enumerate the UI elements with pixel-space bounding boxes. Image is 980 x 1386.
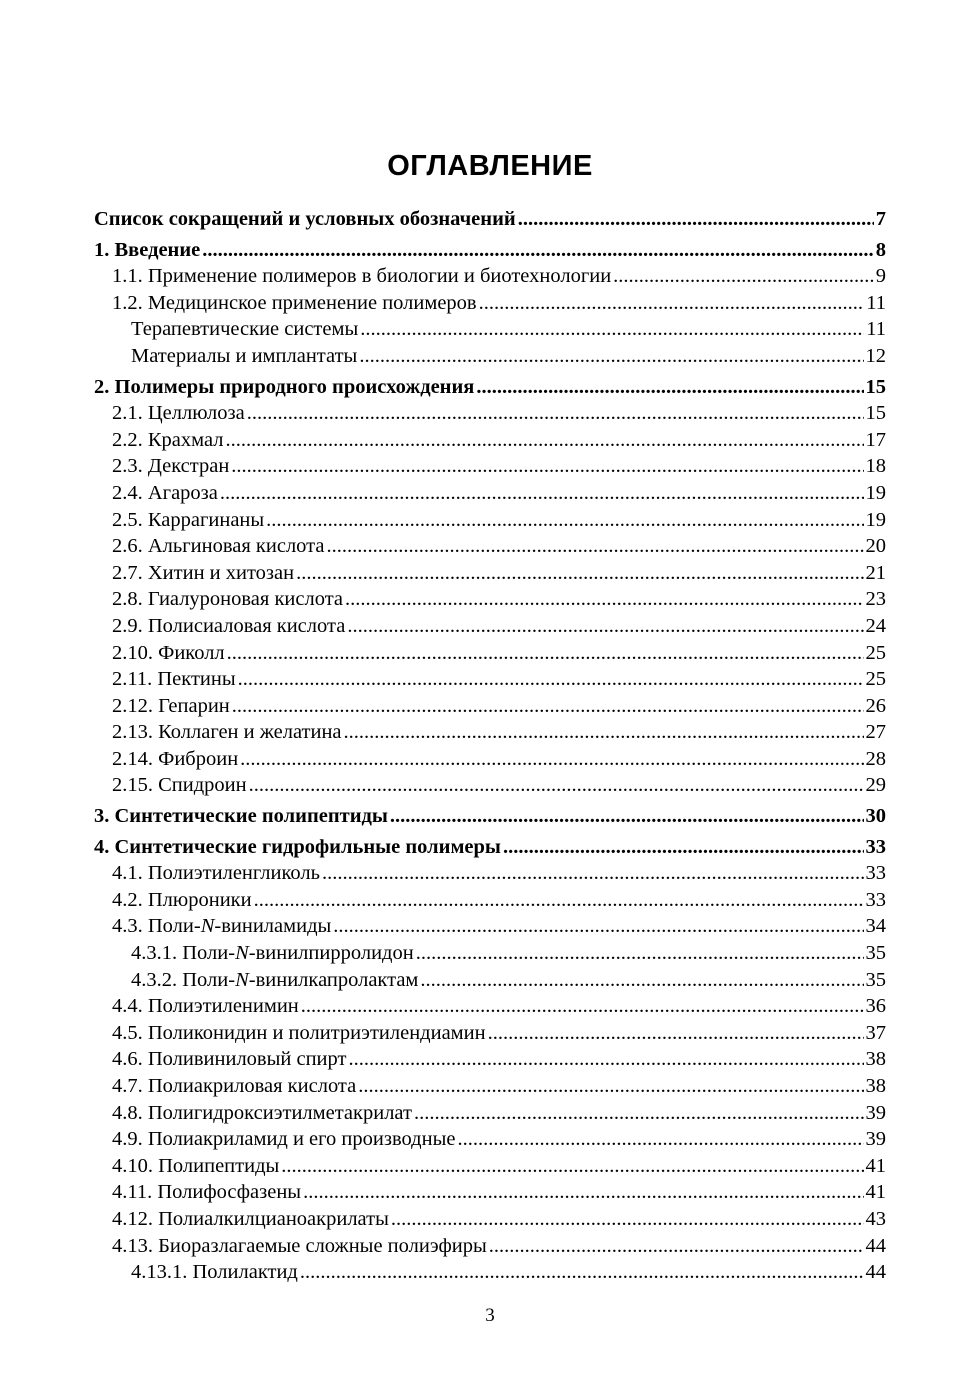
dot-leader [303, 1179, 863, 1206]
dot-leader [249, 772, 864, 799]
toc-entry[interactable] [94, 560, 886, 587]
toc-entry-page: 19 [865, 481, 886, 504]
toc-entry-title: 2.13. Коллаген и желатина [112, 721, 342, 744]
dot-leader [358, 1073, 863, 1100]
dot-leader [326, 533, 863, 560]
toc-entry-page: 43 [865, 1207, 886, 1230]
dot-leader [202, 237, 873, 264]
toc-entry[interactable] [94, 940, 886, 967]
dot-leader [479, 290, 865, 317]
toc-entry-title: 2.12. Гепарин [112, 694, 230, 717]
toc-entry-title: 4.3.2. Поли-N-винилкапролактам [131, 968, 419, 991]
toc-entry[interactable] [94, 803, 886, 830]
toc-entry-title: 4.9. Полиакриламид и его производные [112, 1128, 456, 1151]
toc-entry-title: 2.3. Декстран [112, 455, 230, 478]
dot-leader [457, 1126, 863, 1153]
dot-leader [238, 666, 864, 693]
dot-leader [300, 1259, 864, 1286]
toc-entry[interactable] [94, 533, 886, 560]
toc-entry-title: 4.6. Поливиниловый спирт [112, 1048, 347, 1071]
dot-leader [488, 1020, 864, 1047]
dot-leader [247, 400, 864, 427]
toc-entry[interactable] [94, 507, 886, 534]
page-number: 3 [485, 1305, 495, 1326]
toc-entry-page: 21 [865, 561, 886, 584]
dot-leader [390, 803, 864, 830]
toc-entry[interactable] [94, 746, 886, 773]
toc-entry[interactable] [94, 640, 886, 667]
toc-entry[interactable] [94, 1206, 886, 1233]
toc-entry[interactable] [94, 316, 886, 343]
toc-entry[interactable] [94, 453, 886, 480]
toc-entry-page: 41 [865, 1181, 886, 1204]
toc-entry[interactable] [94, 480, 886, 507]
toc-entry-title: 2.7. Хитин и хитозан [112, 561, 295, 584]
toc-entry-page: 12 [865, 344, 886, 367]
dot-leader [322, 860, 864, 887]
dot-leader [226, 427, 864, 454]
dot-leader [231, 453, 863, 480]
dot-leader [345, 586, 863, 613]
toc-entry[interactable] [94, 1153, 886, 1180]
toc-entry-title: 2.1. Целлюлоза [112, 402, 245, 425]
dot-leader [348, 1046, 863, 1073]
dot-leader [281, 1153, 863, 1180]
toc-entry[interactable] [94, 772, 886, 799]
toc-entry-page: 44 [865, 1234, 886, 1257]
toc-entry-page: 44 [865, 1261, 886, 1284]
dot-leader [414, 1100, 864, 1127]
toc-entry-page: 34 [865, 915, 886, 938]
toc-entry-title: 2.4. Агароза [112, 481, 218, 504]
dot-leader [333, 913, 863, 940]
toc-entry-title: 3. Синтетические полипептиды [94, 805, 388, 828]
toc-entry[interactable] [94, 1126, 886, 1153]
toc-entry-title: 2.14. Фиброин [112, 747, 239, 770]
toc-entry-page: 30 [865, 805, 886, 828]
toc-entry[interactable] [94, 719, 886, 746]
toc-entry[interactable] [94, 1020, 886, 1047]
toc-entry-title: 1.2. Медицинское применение полимеров [112, 291, 477, 314]
dot-leader [232, 693, 864, 720]
toc-entry[interactable] [94, 290, 886, 317]
toc-entry-page: 38 [865, 1048, 886, 1071]
toc-entry-page: 15 [865, 402, 886, 425]
dot-leader [360, 316, 864, 343]
toc-entry[interactable] [94, 1073, 886, 1100]
toc-entry-title: 2.8. Гиалуроновая кислота [112, 588, 344, 611]
toc-entry-page: 11 [866, 291, 886, 314]
toc-entry-page: 19 [865, 508, 886, 531]
toc-entry-page: 41 [865, 1154, 886, 1177]
toc-entry-page: 23 [865, 588, 886, 611]
page-title: ОГЛАВЛЕНИЕ [387, 150, 593, 182]
toc-entry-page: 25 [865, 641, 886, 664]
toc-entry-page: 29 [865, 774, 886, 797]
toc-entry-page: 25 [865, 668, 886, 691]
toc-entry[interactable] [94, 1233, 886, 1260]
toc-entry-page: 17 [865, 428, 886, 451]
toc-entry[interactable] [94, 860, 886, 887]
toc-entry-page: 9 [875, 265, 886, 288]
table-of-contents [94, 206, 886, 1286]
toc-entry-page: 37 [865, 1021, 886, 1044]
toc-entry[interactable] [94, 1259, 886, 1286]
toc-entry[interactable] [94, 237, 886, 264]
dot-leader [420, 967, 863, 994]
toc-entry[interactable] [94, 693, 886, 720]
toc-entry[interactable] [94, 343, 886, 370]
toc-entry-title: 2.5. Каррагинаны [112, 508, 265, 531]
toc-entry[interactable] [94, 913, 886, 940]
toc-entry-page: 28 [865, 747, 886, 770]
toc-entry-title: 4. Синтетические гидрофильные полимеры [94, 835, 501, 858]
toc-entry-title: 1.1. Применение полимеров в биологии и биотехнологии [112, 265, 612, 288]
toc-entry-title: 4.1. Полиэтиленгликоль [112, 862, 320, 885]
toc-entry[interactable] [94, 1100, 886, 1127]
toc-entry[interactable] [94, 613, 886, 640]
toc-entry-page: 15 [865, 375, 886, 398]
toc-entry[interactable] [94, 1179, 886, 1206]
dot-leader [359, 343, 863, 370]
dot-leader [220, 480, 864, 507]
dot-leader [240, 746, 863, 773]
dot-leader [391, 1206, 864, 1233]
dot-leader [254, 887, 864, 914]
toc-entry[interactable] [94, 993, 886, 1020]
toc-entry-title: 2.9. Полисиаловая кислота [112, 614, 346, 637]
toc-entry-title: 4.3.1. Поли-N-винилпирролидон [131, 942, 414, 965]
toc-entry[interactable] [94, 887, 886, 914]
toc-entry-title: 2.10. Фиколл [112, 641, 225, 664]
toc-entry-title: 2.6. Альгиновая кислота [112, 535, 325, 558]
toc-entry-title: 2. Полимеры природного происхождения [94, 375, 475, 398]
toc-entry[interactable] [94, 400, 886, 427]
dot-leader [518, 206, 874, 233]
toc-entry-page: 26 [865, 694, 886, 717]
toc-entry-title: 4.5. Поликонидин и политриэтилендиамин [112, 1021, 486, 1044]
toc-entry-page: 11 [866, 318, 886, 341]
dot-leader [344, 719, 864, 746]
dot-leader [301, 993, 864, 1020]
toc-entry-page: 18 [865, 455, 886, 478]
toc-entry[interactable] [94, 427, 886, 454]
toc-entry-page: 35 [865, 942, 886, 965]
dot-leader [489, 1233, 864, 1260]
toc-entry-page: 24 [865, 614, 886, 637]
dot-leader [227, 640, 864, 667]
toc-entry-title: 1. Введение [94, 238, 201, 261]
toc-entry-page: 33 [865, 888, 886, 911]
dot-leader [476, 374, 863, 401]
toc-entry[interactable] [94, 1046, 886, 1073]
dot-leader [296, 560, 863, 587]
toc-entry-title: Материалы и имплантаты [131, 344, 358, 367]
dot-leader [347, 613, 863, 640]
toc-entry-title: 4.3. Поли-N-виниламиды [112, 915, 332, 938]
dot-leader [266, 507, 863, 534]
toc-entry-title: Терапевтические системы [131, 318, 359, 341]
toc-entry[interactable] [94, 834, 886, 861]
toc-entry-page: 33 [865, 835, 886, 858]
toc-entry[interactable] [94, 263, 886, 290]
toc-entry[interactable] [94, 586, 886, 613]
toc-entry-title: 4.13.1. Полилактид [131, 1261, 298, 1284]
toc-entry-title: 4.13. Биоразлагаемые сложные полиэфиры [112, 1234, 487, 1257]
toc-entry-title: 2.11. Пектины [112, 668, 236, 691]
toc-entry[interactable] [94, 374, 886, 401]
dot-leader [416, 940, 864, 967]
toc-entry[interactable] [94, 666, 886, 693]
toc-entry-page: 33 [865, 862, 886, 885]
toc-entry-page: 8 [875, 238, 886, 261]
toc-entry-title: Список сокращений и условных обозначений [94, 208, 516, 230]
toc-entry[interactable] [94, 206, 886, 233]
toc-entry-page: 20 [865, 535, 886, 558]
toc-entry[interactable] [94, 967, 886, 994]
toc-entry-title: 4.2. Плюроники [112, 888, 252, 911]
toc-entry-page: 35 [865, 968, 886, 991]
toc-entry-title: 4.7. Полиакриловая кислота [112, 1075, 357, 1097]
toc-entry-title: 4.8. Полигидроксиэтилметакрилат [112, 1101, 412, 1124]
toc-entry-page: 39 [865, 1128, 886, 1151]
toc-entry-title: 2.2. Крахмал [112, 428, 224, 451]
toc-entry-page: 27 [865, 721, 886, 744]
toc-entry-title: 4.10. Полипептиды [112, 1154, 280, 1177]
toc-entry-page: 36 [865, 995, 886, 1018]
toc-entry-page: 7 [875, 208, 886, 230]
toc-entry-page: 39 [865, 1101, 886, 1124]
toc-entry-title: 4.12. Полиалкилцианоакрилаты [112, 1207, 389, 1230]
dot-leader [613, 263, 874, 290]
toc-entry-title: 4.11. Полифосфазены [112, 1181, 302, 1204]
toc-entry-page: 38 [865, 1075, 886, 1097]
toc-entry-title: 2.15. Спидроин [112, 774, 247, 797]
toc-entry-title: 4.4. Полиэтиленимин [112, 995, 299, 1018]
dot-leader [503, 834, 864, 861]
